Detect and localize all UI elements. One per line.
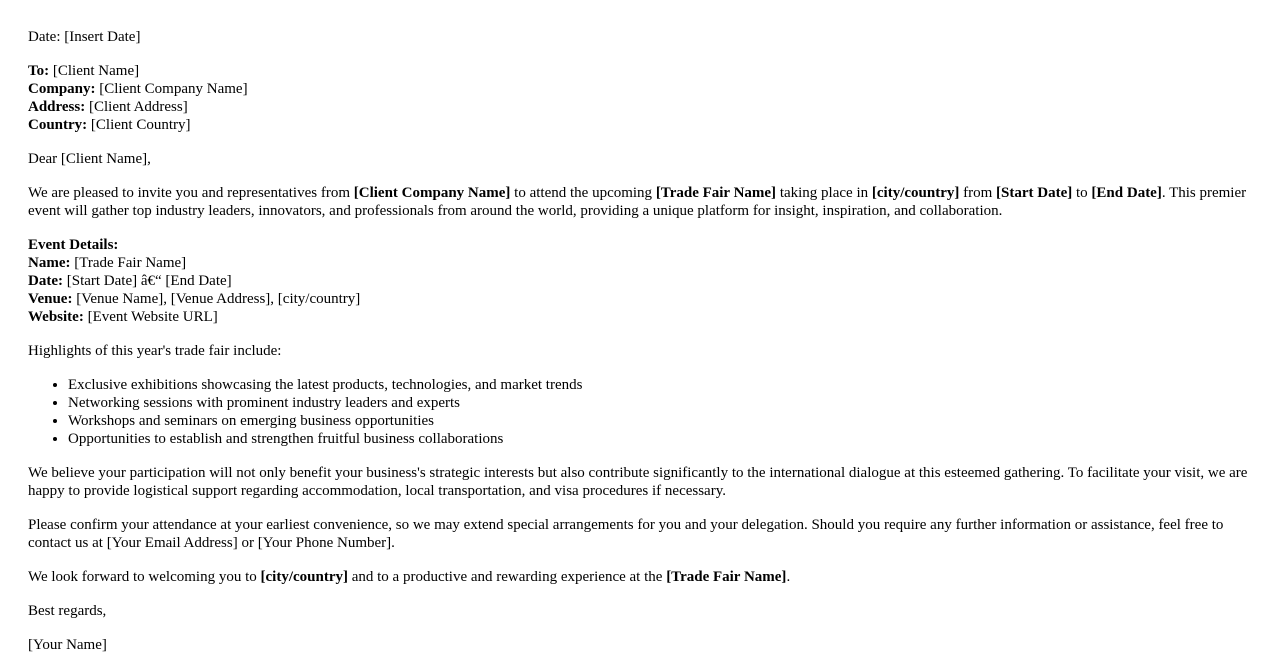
event-date-value: [Start Date] â€“ [End Date] bbox=[62, 273, 232, 289]
address-value: [Client Address] bbox=[85, 99, 188, 115]
event-website-value: [Event Website URL] bbox=[83, 309, 218, 325]
to-value: [Client Name] bbox=[49, 63, 140, 79]
list-item: • Networking sessions with prominent industry leaders and experts bbox=[68, 394, 1254, 412]
letter-body bbox=[28, 28, 1254, 670]
recipient-block bbox=[28, 62, 1254, 134]
highlights-list bbox=[28, 376, 1254, 448]
closing-text-3: . bbox=[786, 569, 791, 585]
list-item: • Exclusive exhibitions showcasing the latest products, technologies, and market trends bbox=[68, 376, 1254, 394]
intro-text-1: We are pleased to invite you and representatives from bbox=[28, 185, 354, 201]
event-venue-value: [Venue Name], [Venue Address], [city/country] bbox=[72, 291, 361, 307]
country-value: [Client Country] bbox=[87, 117, 191, 133]
intro-text-5: to bbox=[1072, 185, 1092, 201]
intro-bold-fair: [Trade Fair Name] bbox=[655, 185, 777, 201]
intro-paragraph bbox=[28, 184, 1254, 220]
event-name-label: Name: bbox=[28, 255, 71, 271]
intro-text-4: from bbox=[959, 185, 997, 201]
intro-text-2: to attend the upcoming bbox=[510, 185, 656, 201]
intro-text-3: taking place in bbox=[776, 185, 872, 201]
event-venue-label: Venue: bbox=[28, 291, 73, 307]
event-name-value: [Trade Fair Name] bbox=[70, 255, 187, 271]
company-value: [Client Company Name] bbox=[95, 81, 248, 97]
country-label: Country: bbox=[28, 117, 88, 133]
closing-bold-fair: [Trade Fair Name] bbox=[666, 569, 787, 585]
list-item: • Opportunities to establish and strengthen fruitful business collaborations bbox=[68, 430, 1254, 448]
intro-bold-start: [Start Date] bbox=[996, 185, 1073, 201]
date-line: Date: [Insert Date] bbox=[28, 29, 141, 45]
salutation: Dear [Client Name], bbox=[28, 151, 151, 167]
event-website-label: Website: bbox=[28, 309, 84, 325]
company-label: Company: bbox=[28, 81, 96, 97]
intro-bold-city: [city/country] bbox=[871, 185, 960, 201]
address-label: Address: bbox=[28, 99, 86, 115]
to-label: To: bbox=[28, 63, 50, 79]
intro-bold-company: [Client Company Name] bbox=[353, 185, 511, 201]
event-details-block bbox=[28, 236, 1254, 326]
confirm-paragraph: Please confirm your attendance at your earliest convenience, so we may extend special arrangements for you and your delegation. Should you require any further information or assistance, feel free to contact us at [Your Email Address] or [Your Phone Number]. bbox=[28, 517, 1224, 551]
closing-text-2: and to a productive and rewarding experience at the bbox=[347, 569, 667, 585]
intro-text-6: . This premier event will gather top industry leaders, innovators, and professionals from around the world, providing a unique platform for insight, inspiration, and collaboration. bbox=[28, 185, 1247, 219]
closing-text-1: We look forward to welcoming you to bbox=[28, 569, 261, 585]
regards: Best regards, bbox=[28, 603, 107, 619]
event-details-heading: Event Details: bbox=[28, 237, 119, 253]
closing-paragraph bbox=[28, 568, 1254, 586]
list-item: • Workshops and seminars on emerging business opportunities bbox=[68, 412, 1254, 430]
event-date-label: Date: bbox=[28, 273, 63, 289]
signature-name: [Your Name] bbox=[28, 637, 107, 653]
participation-paragraph: We believe your participation will not only benefit your business's strategic interests but also contribute significantly to the international dialogue at this esteemed gathering. To facilitate your visit, we are happy to provide logistical support regarding accommodation, local transportation, and visa procedures if necessary. bbox=[28, 465, 1248, 499]
highlights-intro: Highlights of this year's trade fair include: bbox=[28, 343, 282, 359]
closing-bold-city: [city/country] bbox=[260, 569, 348, 585]
intro-bold-end: [End Date] bbox=[1091, 185, 1162, 201]
